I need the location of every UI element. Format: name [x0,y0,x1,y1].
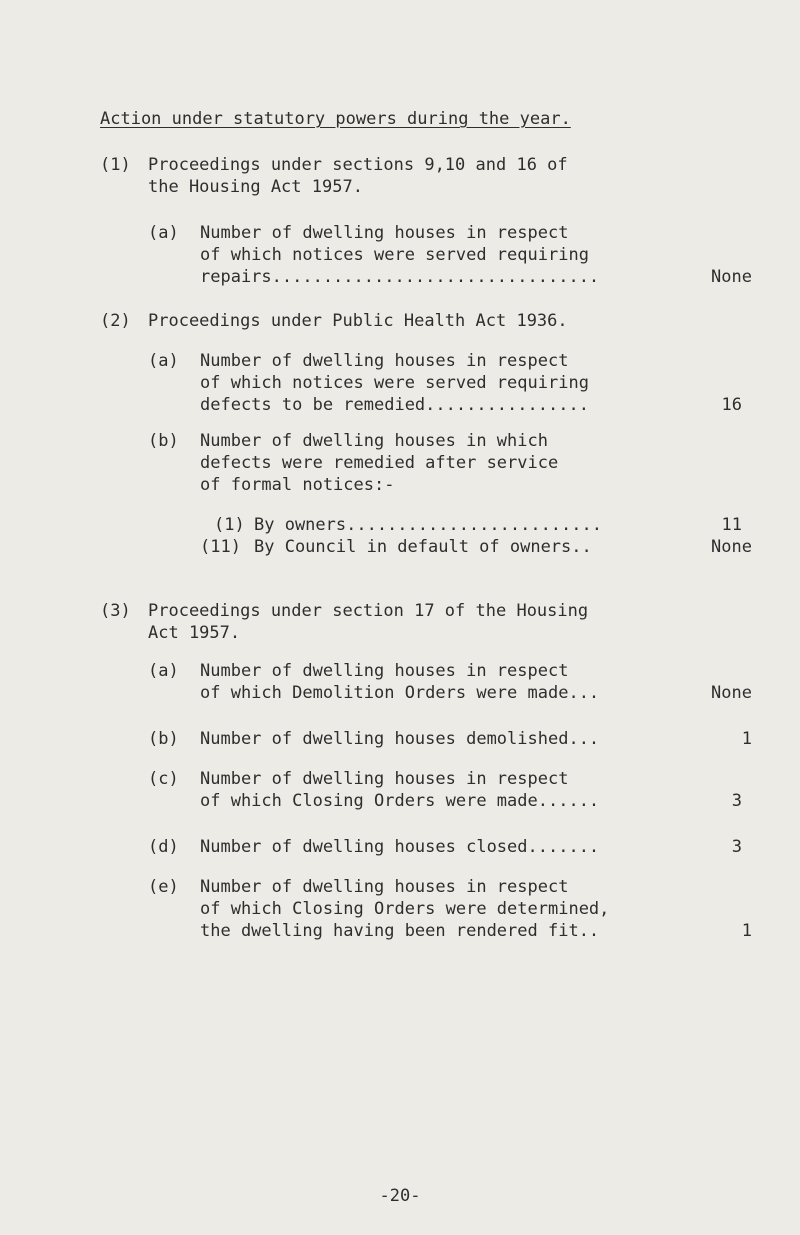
section-1-heading-line1: Proceedings under sections 9,10 and 16 of [148,155,568,175]
section-3a-label: (a) [148,661,179,681]
section-2b-i-value: 11 [721,515,742,535]
section-2b-ii-value: None [711,537,752,557]
section-1a-line3: repairs................................ [200,267,600,287]
section-1a-line1: Number of dwelling houses in respect [200,223,569,243]
section-title: Action under statutory powers during the year. [100,109,571,129]
section-2b-ii-text: By Council in default of owners.. [254,537,592,557]
section-3a-line2: of which Demolition Orders were made... [200,683,600,703]
section-3d-label: (d) [148,837,179,857]
section-3a-value: None [711,683,752,703]
section-2a-value: 16 [721,395,742,415]
section-3d-line1: Number of dwelling houses closed....... [200,837,600,857]
section-3e-line1: Number of dwelling houses in respect [200,877,569,897]
section-3d-value: 3 [731,837,742,857]
section-2a-line1: Number of dwelling houses in respect [200,351,569,371]
section-2b-i-text: By owners......................... [254,515,602,535]
section-3-number: (3) [100,601,131,621]
section-3e-label: (e) [148,877,179,897]
section-1a-value: None [711,267,752,287]
section-3c-line2: of which Closing Orders were made...... [200,791,600,811]
section-2b-line1: Number of dwelling houses in which [200,431,548,451]
section-3b-label: (b) [148,729,179,749]
section-3a-line1: Number of dwelling houses in respect [200,661,569,681]
section-3b-value: 1 [741,729,752,749]
section-2b-label: (b) [148,431,179,451]
page-number: -20- [379,1186,421,1206]
section-2b-line3: of formal notices:- [200,475,395,495]
section-3c-line1: Number of dwelling houses in respect [200,769,569,789]
section-2-number: (2) [100,311,131,331]
section-1a-line2: of which notices were served requiring [200,245,589,265]
section-2b-line2: defects were remedied after service [200,453,559,473]
section-2a-label: (a) [148,351,179,371]
section-3-heading-line1: Proceedings under section 17 of the Housing [148,601,589,621]
section-3e-line2: of which Closing Orders were determined, [200,899,610,919]
section-3c-value: 3 [731,791,742,811]
section-3b-line1: Number of dwelling houses demolished... [200,729,600,749]
section-2a-line2: of which notices were served requiring [200,373,589,393]
section-3-heading-line2: Act 1957. [148,623,241,643]
section-2b-ii-label: (11) [200,537,241,557]
section-3e-value: 1 [741,921,752,941]
section-2b-i-label: (1) [214,515,245,535]
section-1-heading-line2: the Housing Act 1957. [148,177,363,197]
section-1-number: (1) [100,155,131,175]
section-3c-label: (c) [148,769,179,789]
section-3e-line3: the dwelling having been rendered fit.. [200,921,600,941]
section-2a-line3: defects to be remedied................ [200,395,589,415]
section-1a-label: (a) [148,223,179,243]
section-2-heading: Proceedings under Public Health Act 1936. [148,311,568,331]
